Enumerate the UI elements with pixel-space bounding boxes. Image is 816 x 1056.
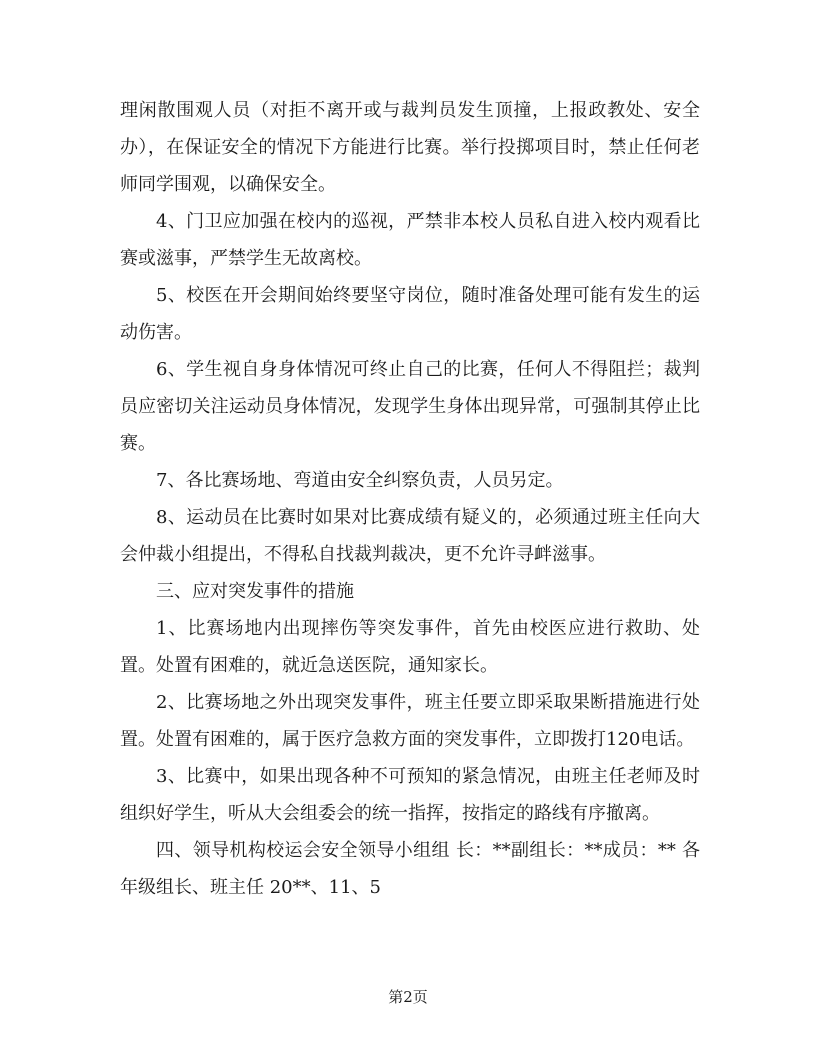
paragraph-student-health: 6、学生视自身身体情况可终止自己的比赛，任何人不得阻拦；裁判员应密切关注运动员身体情况，发现学生身体出现异常，可强制其停止比赛。	[120, 359, 700, 454]
paragraph-emergency-3: 3、比赛中，如果出现各种不可预知的紧急情况，由班主任老师及时组织好学生，听从大会组委会的统一指挥，按指定的路线有序撤离。	[120, 766, 700, 824]
paragraph-venue-patrol: 7、各比赛场地、弯道由安全纠察负责，人员另定。	[156, 470, 564, 491]
paragraph-continuation: 理闲散围观人员（对拒不离开或与裁判员发生顶撞，上报政教处、安全办），在保证安全的情况下方能进行比赛。举行投掷项目时，禁止任何老师同学围观，以确保安全。	[120, 100, 700, 195]
paragraph-gatekeeper: 4、门卫应加强在校内的巡视，严禁非本校人员私自进入校内观看比赛或滋事，严禁学生无故离校。	[120, 211, 700, 269]
paragraph-arbitration: 8、运动员在比赛时如果对比赛成绩有疑义的，必须通过班主任向大会仲裁小组提出，不得私自找裁判裁决，更不允许寻衅滋事。	[120, 507, 700, 565]
section-heading-leadership: 四、领导机构校运会安全领导小组组 长：**副组长：**成员：** 各年级组长、班主任 20**、11、5	[120, 840, 700, 898]
paragraph-emergency-1: 1、比赛场地内出现摔伤等突发事件，首先由校医应进行救助、处置。处置有困难的，就近急送医院，通知家长。	[120, 618, 700, 676]
paragraph-school-doctor: 5、校医在开会期间始终要坚守岗位，随时准备处理可能有发生的运动伤害。	[120, 285, 700, 343]
paragraph-emergency-2: 2、比赛场地之外出现突发事件，班主任要立即采取果断措施进行处置。处置有困难的，属于医疗急救方面的突发事件，立即拨打120电话。	[120, 692, 700, 750]
page-number: 第2页	[388, 988, 428, 1006]
document-body	[120, 92, 700, 906]
section-heading-emergency: 三、应对突发事件的措施	[156, 581, 354, 602]
